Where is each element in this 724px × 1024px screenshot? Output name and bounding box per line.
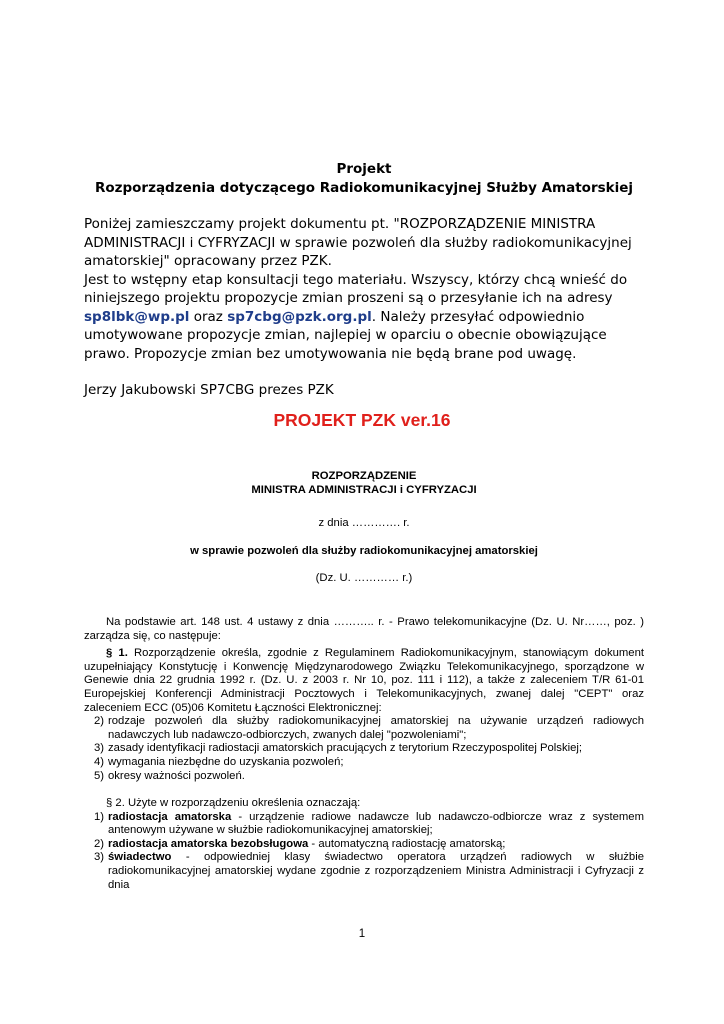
decree-heading-1: ROZPORZĄDZENIE	[311, 470, 417, 482]
intro-paragraph-2: Jest to wstępny etap konsultacji tego materiału. Wszyscy, którzy chcą wnieść do niniejszego projektu propozycje zmian proszeni są o przesyłanie ich na adresy sp8lbk@wp.pl oraz sp7cbg@pzk.org.pl. Należy przesyłać odpowiednio umotywowane propozycje zmian, najlepiej w oparciu o obecnie obowiązujące prawo. Propozycje zmian bez umotywowania nie będą brane pod uwagę.	[84, 271, 628, 362]
intro-paragraph-2-rest: . Należy przesyłać odpowiednio umotywowane propozycje zmian, najlepiej w oparciu o obecnie obowiązujące prawo. Propozycje zmian bez umotywowania nie będą brane pod uwagę.	[84, 308, 607, 362]
list-item: 3) zasady identyfikacji radiostacji amatorskich pracujących z terytorium Rzeczypospolitej Polskiej;	[93, 742, 583, 755]
intro-section	[84, 160, 644, 400]
intro-paragraph-2-start: Jest to wstępny etap konsultacji tego materiału. Wszyscy, którzy chcą wnieść do niniejszego projektu propozycje zmian proszeni są o przesyłanie ich na adresy	[84, 271, 628, 306]
list-item: 2) radiostacja amatorska bezobsługowa - automatyczną radiostację amatorską;	[93, 837, 506, 850]
email-link-sp8lbk[interactable]: sp8lbk@wp.pl	[84, 308, 190, 325]
email-link-sp7cbg[interactable]: sp7cbg@pzk.org.pl	[227, 308, 372, 325]
section-1-paragraph	[84, 647, 644, 715]
list-item: 2) rodzaje pozwoleń dla służby radiokomunikacyjnej amatorskiej na używanie urządzeń radiowych nadawczych lub nadawczo-odbiorczych, zwanych dalej "pozwoleniami";	[93, 715, 644, 741]
list-item: 5) okresy ważności pozwoleń.	[93, 769, 245, 782]
decree-date: z dnia …………. r.	[318, 517, 410, 530]
section-1-text: Rozporządzenie określa, zgodnie z Regulaminem Radiokomunikacyjnym, stanowiącym dokument uzupełniający Konstytucję i Konwencję Międzynarodowego Związku Telekomunikacyjnego, sporządzone w Genewie dnia 22 grudnia 1992 r. (Dz. U. z 2003 r. Nr 10, poz. 111 i 112), a także z zaleceniem T/R 61-01 Europejskiej Konferencji Administracji Pocztowych i Telekomunikacyjnych, zwanej dalej "CEPT" oraz zaleceniem ECC (05)06 Komitetu Łączności Elektronicznej:	[84, 647, 645, 714]
list-item: 4) wymagania niezbędne do uzyskania pozwoleń;	[93, 755, 344, 768]
decree-preamble: Na podstawie art. 148 ust. 4 ustawy z dnia ……….. r. - Prawo telekomunikacyjne (Dz. U. Nr……, poz. ) zarządza się, co następuje:	[84, 615, 644, 642]
decree-subject: w sprawie pozwoleń dla służby radiokomunikacyjnej amatorskiej	[190, 544, 538, 557]
decree-journal-reference: (Dz. U. ………… r.)	[315, 572, 413, 585]
list-item: 3) świadectwo - odpowiedniej klasy świadectwo operatora urządzeń radiowych w służbie radiokomunikacyjnej amatorskiej wydane zgodnie z rozporządzeniem Ministra Administracji i Cyfryzacji z dnia	[93, 851, 644, 891]
decree-heading-2: MINISTRA ADMINISTRACJI i CYFRYZACJI	[251, 483, 477, 496]
intro-paragraph-1: Poniżej zamieszczamy projekt dokumentu pt. "ROZPORZĄDZENIE MINISTRA ADMINISTRACJI i CYFRYZACJI w sprawie pozwoleń dla służby radiokomunikacyjnej amatorskiej" opracowany przez PZK.	[84, 216, 632, 269]
decree-section	[84, 470, 644, 892]
intro-signature: Jerzy Jakubowski SP7CBG prezes PZK	[84, 382, 334, 398]
section-1-list	[84, 715, 644, 783]
intro-title-line2: Rozporządzenia dotyczącego Radiokomunikacyjnej Służby Amatorskiej	[94, 179, 634, 196]
section-1-label: § 1.	[106, 647, 128, 660]
list-item: 1) radiostacja amatorska - urządzenie radiowe nadawcze lub nadawczo-odbiorcze wraz z systemem antenowym używane w służbie radiokomunikacyjnej amatorskiej;	[93, 810, 644, 837]
section-2-intro: § 2. Użyte w rozporządzeniu określenia oznaczają:	[106, 797, 361, 810]
section-2-list	[84, 811, 644, 893]
page-number: 1	[358, 928, 366, 940]
intro-title-line1: Projekt	[336, 161, 392, 177]
projekt-heading: PROJEKT PZK ver.16	[273, 410, 451, 430]
